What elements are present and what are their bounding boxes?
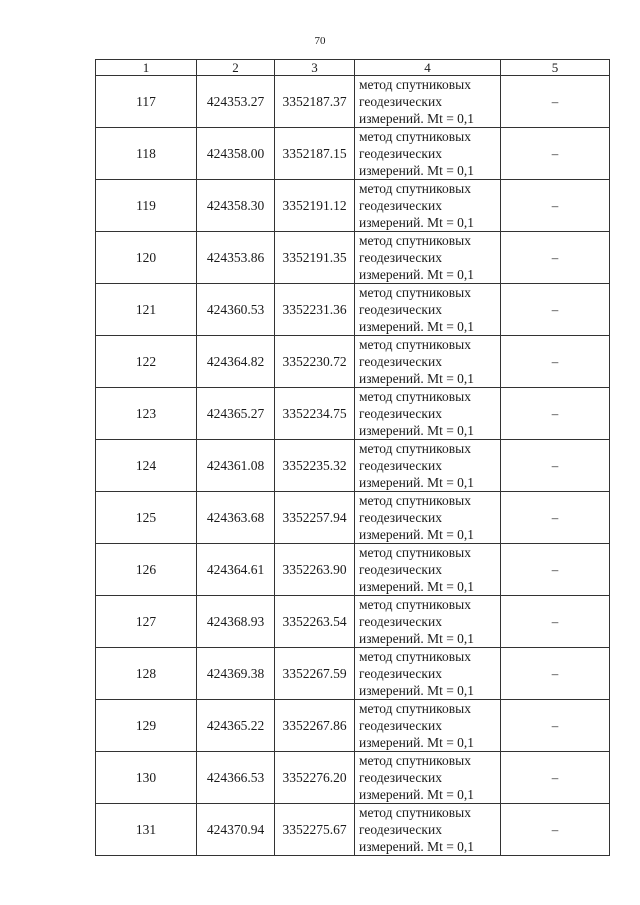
point-number-cell: 121 [96, 284, 197, 336]
y-coordinate-cell: 3352235.32 [275, 440, 355, 492]
method-line: метод спутниковых [359, 493, 471, 508]
method-cell [355, 648, 501, 700]
method-line: геодезических [359, 822, 442, 837]
y-coordinate-cell: 3352191.12 [275, 180, 355, 232]
table-body [96, 76, 610, 856]
method-line: метод спутниковых [359, 181, 471, 196]
note-cell: – [501, 492, 610, 544]
method-line: геодезических [359, 94, 442, 109]
table-row [96, 492, 610, 544]
coordinates-table [95, 59, 610, 856]
method-cell [355, 180, 501, 232]
y-coordinate-cell: 3352257.94 [275, 492, 355, 544]
point-number-cell: 129 [96, 700, 197, 752]
y-coordinate-cell: 3352191.35 [275, 232, 355, 284]
table-row [96, 596, 610, 648]
point-number-cell: 123 [96, 388, 197, 440]
y-coordinate-cell: 3352231.36 [275, 284, 355, 336]
table-row [96, 180, 610, 232]
method-cell [355, 596, 501, 648]
x-coordinate-cell: 424364.61 [197, 544, 275, 596]
header-col-1: 1 [96, 60, 197, 76]
method-line: геодезических [359, 302, 442, 317]
method-cell [355, 388, 501, 440]
method-line: геодезических [359, 198, 442, 213]
method-line: геодезических [359, 250, 442, 265]
point-number-cell: 117 [96, 76, 197, 128]
x-coordinate-cell: 424361.08 [197, 440, 275, 492]
y-coordinate-cell: 3352230.72 [275, 336, 355, 388]
method-line: метод спутниковых [359, 285, 471, 300]
note-cell: – [501, 76, 610, 128]
x-coordinate-cell: 424358.30 [197, 180, 275, 232]
point-number-cell: 125 [96, 492, 197, 544]
table-row [96, 544, 610, 596]
method-line: метод спутниковых [359, 545, 471, 560]
method-cell [355, 804, 501, 856]
x-coordinate-cell: 424368.93 [197, 596, 275, 648]
point-number-cell: 122 [96, 336, 197, 388]
method-line: измерений. Mt = 0,1 [359, 527, 475, 542]
note-cell: – [501, 596, 610, 648]
method-line: метод спутниковых [359, 129, 471, 144]
x-coordinate-cell: 424366.53 [197, 752, 275, 804]
header-col-3: 3 [275, 60, 355, 76]
x-coordinate-cell: 424364.82 [197, 336, 275, 388]
table-row [96, 648, 610, 700]
method-line: геодезических [359, 510, 442, 525]
point-number-cell: 130 [96, 752, 197, 804]
x-coordinate-cell: 424353.27 [197, 76, 275, 128]
method-line: измерений. Mt = 0,1 [359, 475, 475, 490]
table-row [96, 804, 610, 856]
note-cell: – [501, 388, 610, 440]
method-line: измерений. Mt = 0,1 [359, 423, 475, 438]
x-coordinate-cell: 424370.94 [197, 804, 275, 856]
header-col-4: 4 [355, 60, 501, 76]
method-line: измерений. Mt = 0,1 [359, 215, 475, 230]
table-row [96, 752, 610, 804]
y-coordinate-cell: 3352234.75 [275, 388, 355, 440]
point-number-cell: 131 [96, 804, 197, 856]
method-cell [355, 336, 501, 388]
x-coordinate-cell: 424365.27 [197, 388, 275, 440]
method-line: метод спутниковых [359, 701, 471, 716]
method-line: измерений. Mt = 0,1 [359, 787, 475, 802]
note-cell: – [501, 180, 610, 232]
point-number-cell: 126 [96, 544, 197, 596]
method-line: метод спутниковых [359, 389, 471, 404]
method-line: измерений. Mt = 0,1 [359, 319, 475, 334]
method-line: геодезических [359, 354, 442, 369]
method-cell [355, 544, 501, 596]
method-line: геодезических [359, 614, 442, 629]
point-number-cell: 118 [96, 128, 197, 180]
point-number-cell: 124 [96, 440, 197, 492]
y-coordinate-cell: 3352275.67 [275, 804, 355, 856]
method-line: метод спутниковых [359, 753, 471, 768]
point-number-cell: 120 [96, 232, 197, 284]
method-line: метод спутниковых [359, 597, 471, 612]
note-cell: – [501, 752, 610, 804]
method-line: геодезических [359, 146, 442, 161]
point-number-cell: 127 [96, 596, 197, 648]
note-cell: – [501, 804, 610, 856]
method-line: измерений. Mt = 0,1 [359, 579, 475, 594]
table-row [96, 336, 610, 388]
method-line: измерений. Mt = 0,1 [359, 111, 475, 126]
method-line: геодезических [359, 770, 442, 785]
method-line: измерений. Mt = 0,1 [359, 267, 475, 282]
note-cell: – [501, 700, 610, 752]
method-cell [355, 284, 501, 336]
y-coordinate-cell: 3352263.54 [275, 596, 355, 648]
y-coordinate-cell: 3352267.59 [275, 648, 355, 700]
method-cell [355, 76, 501, 128]
method-cell [355, 128, 501, 180]
method-line: геодезических [359, 562, 442, 577]
y-coordinate-cell: 3352263.90 [275, 544, 355, 596]
y-coordinate-cell: 3352187.37 [275, 76, 355, 128]
method-line: метод спутниковых [359, 337, 471, 352]
note-cell: – [501, 128, 610, 180]
method-line: метод спутниковых [359, 77, 471, 92]
method-line: измерений. Mt = 0,1 [359, 631, 475, 646]
table-row [96, 76, 610, 128]
header-col-5: 5 [501, 60, 610, 76]
method-line: метод спутниковых [359, 441, 471, 456]
note-cell: – [501, 440, 610, 492]
x-coordinate-cell: 424363.68 [197, 492, 275, 544]
method-line: измерений. Mt = 0,1 [359, 839, 475, 854]
method-line: метод спутниковых [359, 233, 471, 248]
note-cell: – [501, 336, 610, 388]
x-coordinate-cell: 424360.53 [197, 284, 275, 336]
method-line: измерений. Mt = 0,1 [359, 163, 475, 178]
method-line: метод спутниковых [359, 805, 471, 820]
method-cell [355, 752, 501, 804]
y-coordinate-cell: 3352187.15 [275, 128, 355, 180]
note-cell: – [501, 648, 610, 700]
point-number-cell: 128 [96, 648, 197, 700]
method-cell [355, 492, 501, 544]
method-line: геодезических [359, 666, 442, 681]
table-row [96, 388, 610, 440]
note-cell: – [501, 232, 610, 284]
x-coordinate-cell: 424358.00 [197, 128, 275, 180]
method-line: геодезических [359, 458, 442, 473]
page-number: 70 [314, 35, 326, 47]
x-coordinate-cell: 424353.86 [197, 232, 275, 284]
note-cell: – [501, 544, 610, 596]
method-cell [355, 232, 501, 284]
table-row [96, 128, 610, 180]
method-line: геодезических [359, 718, 442, 733]
header-col-2: 2 [197, 60, 275, 76]
x-coordinate-cell: 424365.22 [197, 700, 275, 752]
x-coordinate-cell: 424369.38 [197, 648, 275, 700]
table-row [96, 284, 610, 336]
note-cell: – [501, 284, 610, 336]
method-cell [355, 440, 501, 492]
method-line: измерений. Mt = 0,1 [359, 683, 475, 698]
method-line: измерений. Mt = 0,1 [359, 371, 475, 386]
y-coordinate-cell: 3352276.20 [275, 752, 355, 804]
point-number-cell: 119 [96, 180, 197, 232]
table-row [96, 232, 610, 284]
header-row [96, 60, 610, 76]
table-row [96, 700, 610, 752]
method-cell [355, 700, 501, 752]
method-line: геодезических [359, 406, 442, 421]
table-row [96, 440, 610, 492]
table-header [96, 60, 610, 76]
y-coordinate-cell: 3352267.86 [275, 700, 355, 752]
method-line: измерений. Mt = 0,1 [359, 735, 475, 750]
method-line: метод спутниковых [359, 649, 471, 664]
